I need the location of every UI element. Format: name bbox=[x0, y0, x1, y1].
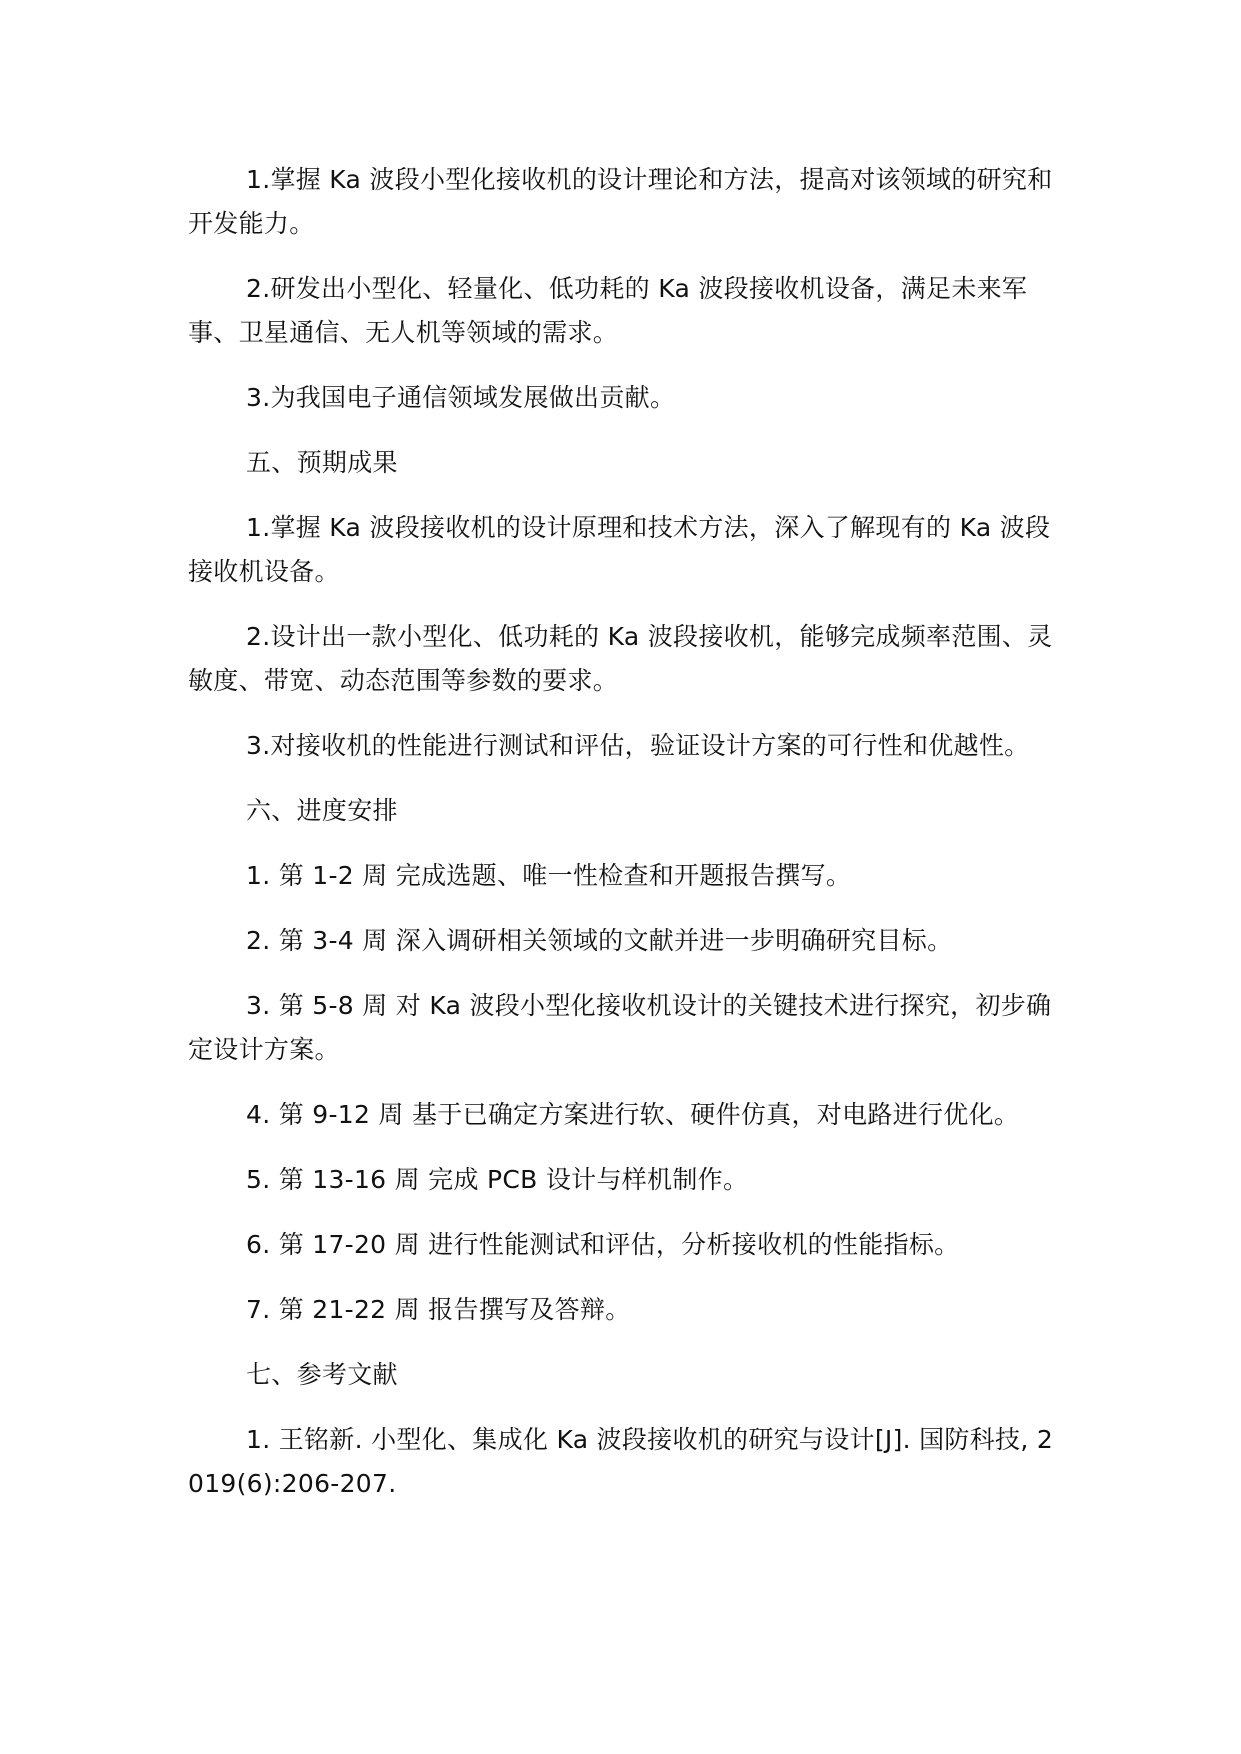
reference-item-1: 1. 王铭新. 小型化、集成化 Ka 波段接收机的研究与设计[J]. 国防科技, 2019(6):206-207. bbox=[188, 1425, 1054, 1498]
section-heading-references: 七、参考文献 bbox=[246, 1360, 398, 1389]
goal-item-2: 2.研发出小型化、轻量化、低功耗的 Ka 波段接收机设备，满足未来军事、卫星通信、无人机等领域的需求。 bbox=[188, 274, 1028, 347]
result-item-3: 3.对接收机的性能进行测试和评估，验证设计方案的可行性和优越性。 bbox=[246, 731, 1030, 760]
section-heading-expected-results: 五、预期成果 bbox=[246, 448, 398, 477]
schedule-item-6: 6. 第 17-20 周 进行性能测试和评估，分析接收机的性能指标。 bbox=[246, 1230, 960, 1259]
goal-item-1: 1.掌握 Ka 波段小型化接收机的设计理论和方法，提高对该领域的研究和开发能力。 bbox=[188, 165, 1053, 238]
document-page bbox=[188, 158, 1068, 1527]
goal-item-3: 3.为我国电子通信领域发展做出贡献。 bbox=[246, 383, 676, 412]
schedule-item-4: 4. 第 9-12 周 基于已确定方案进行软、硬件仿真，对电路进行优化。 bbox=[246, 1100, 1020, 1129]
schedule-item-1: 1. 第 1-2 周 完成选题、唯一性检查和开题报告撰写。 bbox=[246, 861, 852, 890]
schedule-item-3: 3. 第 5-8 周 对 Ka 波段小型化接收机设计的关键技术进行探究，初步确定设计方案。 bbox=[188, 991, 1052, 1064]
schedule-item-2: 2. 第 3-4 周 深入调研相关领域的文献并进一步明确研究目标。 bbox=[246, 926, 953, 955]
result-item-2: 2.设计出一款小型化、低功耗的 Ka 波段接收机，能够完成频率范围、灵敏度、带宽、动态范围等参数的要求。 bbox=[188, 622, 1053, 695]
schedule-item-7: 7. 第 21-22 周 报告撰写及答辩。 bbox=[246, 1295, 631, 1324]
result-item-1: 1.掌握 Ka 波段接收机的设计原理和技术方法，深入了解现有的 Ka 波段接收机设备。 bbox=[188, 513, 1051, 586]
section-heading-schedule: 六、进度安排 bbox=[246, 796, 398, 825]
schedule-item-5: 5. 第 13-16 周 完成 PCB 设计与样机制作。 bbox=[246, 1165, 749, 1194]
